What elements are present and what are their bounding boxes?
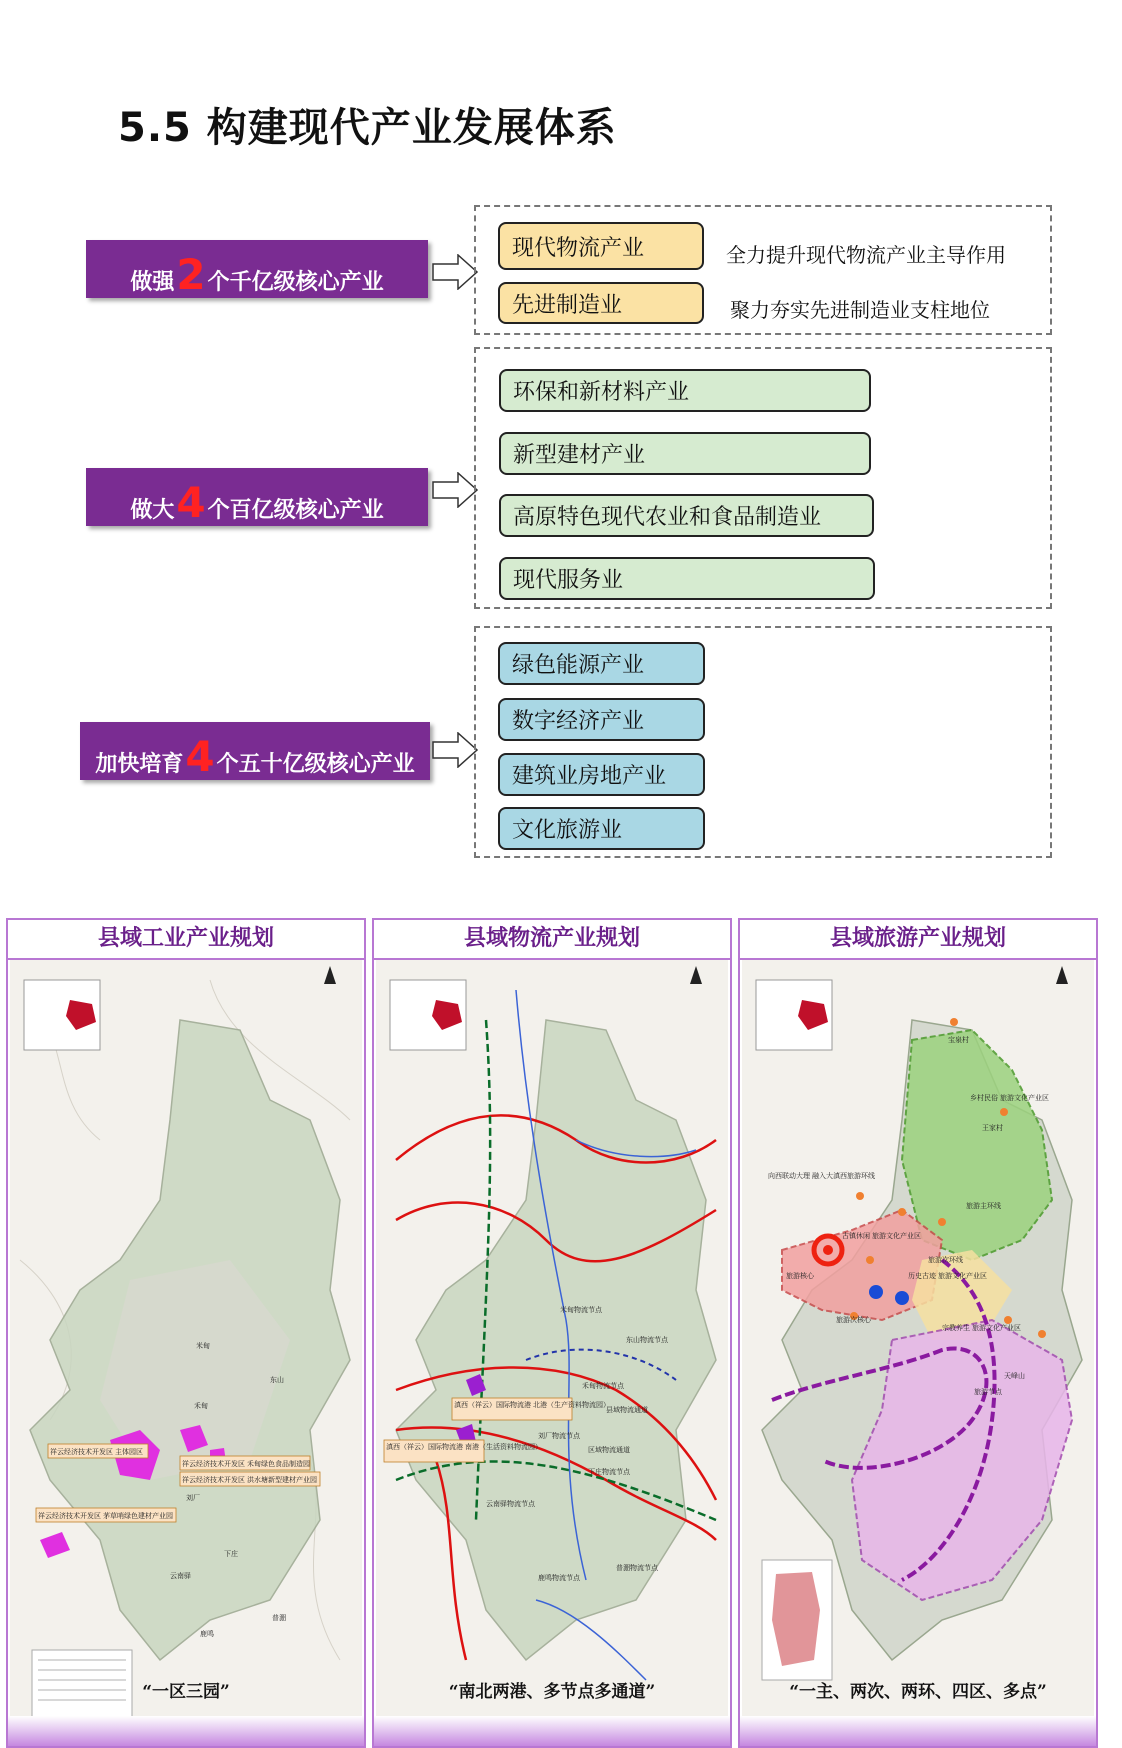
map-label: 旅游次环线 [928, 1257, 963, 1264]
map-label: 下庄 [224, 1551, 238, 1558]
map-label: 宗教养生 旅游文化产业区 [942, 1325, 1021, 1332]
map-label: 旅游节点 [974, 1389, 1002, 1396]
industry-building-materials: 新型建材产业 [499, 432, 871, 475]
map-label: 天峰山 [1004, 1373, 1025, 1380]
industry-plateau-agriculture: 高原特色现代农业和食品制造业 [499, 494, 874, 537]
map-label: 旅游次核心 [836, 1317, 871, 1324]
map-label: 祥云经济技术开发区 洪水塘新型建材产业园 [182, 1477, 317, 1484]
panel-slogan: “一区三园” [142, 1682, 230, 1702]
map-label: 云南驿物流节点 [486, 1501, 535, 1508]
map-label: 县域物流通道 [606, 1407, 648, 1414]
arrow-right-icon [432, 254, 478, 290]
group-core-industries-1 [474, 205, 1052, 335]
arrow-right-icon [432, 472, 478, 508]
map-label: 下庄物流节点 [588, 1469, 630, 1476]
map-label: 云南驿 [170, 1573, 191, 1580]
map-label: 滇西（祥云）国际物流港 南港（生活资料物流园） [386, 1444, 542, 1451]
banner-suffix: 个五十亿级核心产业 [216, 752, 415, 777]
map-label: 刘厂物流节点 [538, 1433, 580, 1440]
banner-number: 4 [176, 478, 206, 527]
map-label: 区域物流通道 [588, 1447, 630, 1454]
arrow-right-icon [432, 732, 478, 768]
group-core-industries-3 [474, 626, 1052, 858]
map-label: 乡村民俗 旅游文化产业区 [970, 1095, 1049, 1102]
industry-digital-economy: 数字经济产业 [498, 698, 705, 741]
map-label: 东山物流节点 [626, 1337, 668, 1344]
industry-logistics: 现代物流产业 [498, 222, 704, 270]
industry-construction-realestate: 建筑业房地产业 [498, 753, 705, 796]
banner-prefix: 加快培育 [95, 752, 184, 777]
banner-suffix: 个千亿级核心产业 [207, 270, 384, 295]
tourism-map [742, 960, 1094, 1746]
logistics-map [376, 960, 728, 1746]
page-title: 5.5 构建现代产业发展体系 [118, 105, 617, 151]
group-core-industries-2 [474, 347, 1052, 609]
map-panel-logistics [372, 918, 732, 1748]
industry-map [10, 960, 362, 1746]
map-label: 滇西（祥云）国际物流港 北港（生产资料物流园） [454, 1402, 610, 1409]
map-label: 祥云经济技术开发区 禾甸绿色食品制造园 [182, 1461, 310, 1468]
banner-number: 2 [176, 250, 206, 299]
banner-thousand-billion [86, 240, 428, 298]
map-label: 鹿鸣 [200, 1631, 214, 1638]
map-label: 旅游核心 [786, 1273, 814, 1280]
map-label: 宝泉村 [948, 1037, 969, 1044]
map-label: 祥云经济技术开发区 茅草哨绿色建材产业园 [38, 1513, 173, 1520]
map-label: 向西联动大理 融入大滇西旅游环线 [768, 1173, 875, 1180]
map-label: 王家村 [982, 1125, 1003, 1132]
map-label: 禾甸 [194, 1403, 208, 1410]
map-panel-tourism [738, 918, 1098, 1748]
map-label: 东山 [270, 1377, 284, 1384]
panel-frame-gradient [8, 1716, 364, 1746]
map-label: 普淜 [272, 1615, 286, 1622]
banner-suffix: 个百亿级核心产业 [207, 498, 384, 523]
panel-title: 县域物流产业规划 [374, 920, 730, 960]
panel-frame-gradient [374, 1716, 730, 1746]
panel-slogan: “一主、两次、两环、四区、多点” [789, 1682, 1047, 1702]
industry-environmental-materials: 环保和新材料产业 [499, 369, 871, 412]
map-label: 祥云经济技术开发区 主体园区 [50, 1449, 143, 1456]
banner-hundred-billion [86, 468, 428, 526]
industry-manufacturing: 先进制造业 [498, 282, 704, 324]
manufacturing-description: 聚力夯实先进制造业支柱地位 [730, 298, 990, 322]
panel-frame-gradient [740, 1716, 1096, 1746]
panel-title: 县域工业产业规划 [8, 920, 364, 960]
logistics-description: 全力提升现代物流产业主导作用 [726, 243, 1006, 267]
map-label: 禾甸物流节点 [582, 1383, 624, 1390]
industry-culture-tourism: 文化旅游业 [498, 807, 705, 850]
panel-title: 县域旅游产业规划 [740, 920, 1096, 960]
map-label: 米甸 [196, 1343, 210, 1350]
panel-slogan: “南北两港、多节点多通道” [448, 1682, 656, 1702]
map-label: 米甸物流节点 [560, 1307, 602, 1314]
map-label: 普淜物流节点 [616, 1565, 658, 1572]
banner-number: 4 [185, 732, 215, 781]
map-label: 刘厂 [186, 1495, 200, 1502]
banner-prefix: 做大 [130, 498, 175, 523]
map-label: 鹿鸣物流节点 [538, 1575, 580, 1582]
map-label: 古镇休闲 旅游文化产业区 [842, 1233, 921, 1240]
map-label: 旅游主环线 [966, 1203, 1001, 1210]
banner-prefix: 做强 [130, 270, 175, 295]
map-label: 历史古迹 旅游文化产业区 [908, 1273, 987, 1280]
map-panel-industry [6, 918, 366, 1748]
industry-modern-services: 现代服务业 [499, 557, 875, 600]
banner-fifty-billion [80, 722, 430, 780]
industry-green-energy: 绿色能源产业 [498, 642, 705, 685]
